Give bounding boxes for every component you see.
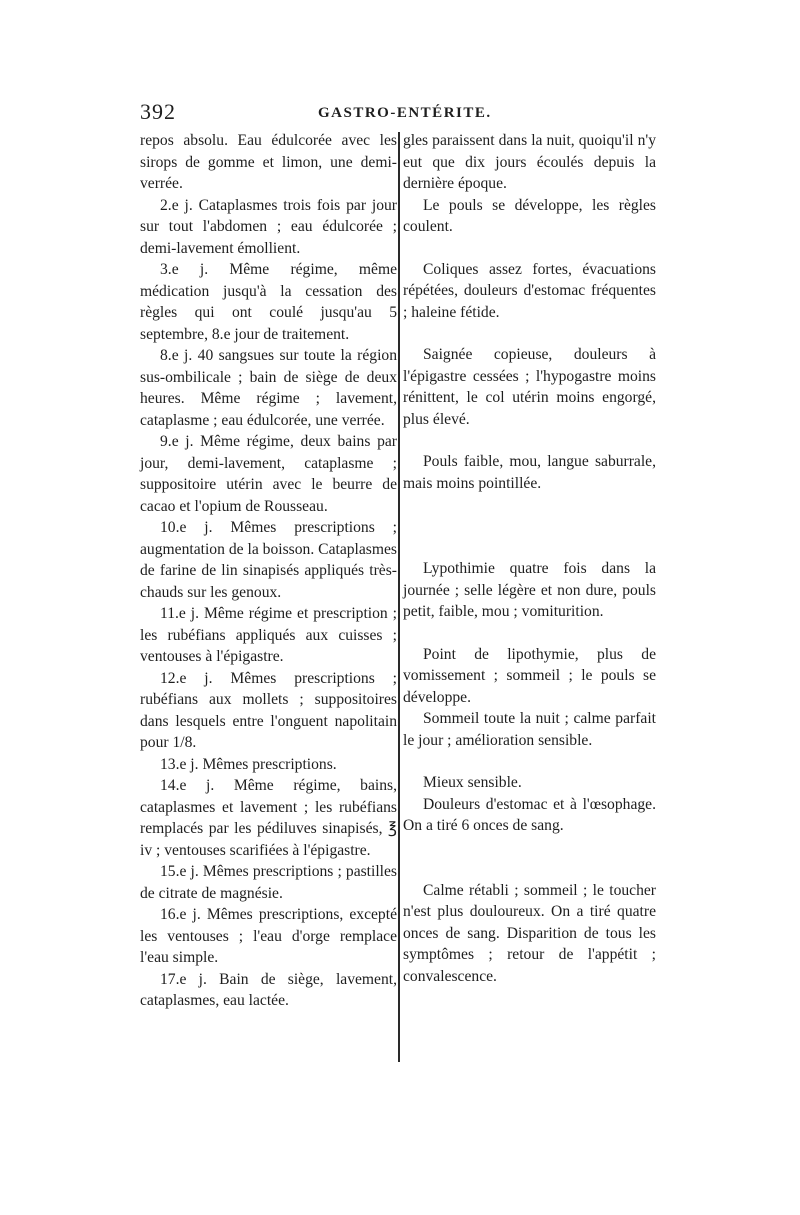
observation-entry: Mieux sensible. <box>423 774 522 791</box>
treatment-entry: 11.e j. Même régime et prescription ; les rubéfians appliqués aux cuisses ; ventouses à l'épigastre. <box>140 605 397 665</box>
treatment-entry: repos absolu. Eau édulcorée avec les sirops de gomme et limon, une demi-verrée. <box>140 132 397 192</box>
treatment-entry: 16.e j. Mêmes prescriptions, excepté les ventouses ; l'eau d'orge remplace l'eau simple. <box>140 906 397 966</box>
observation-entry: Coliques assez fortes, évacuations répétées, douleurs d'estomac fréquentes ; haleine fétide. <box>403 260 656 321</box>
observation-entry: Point de lipothymie, plus de vomissement ; sommeil ; le pouls se développe. <box>403 645 656 706</box>
observation-entry: Pouls faible, mou, langue saburrale, mais moins pointillée. <box>403 453 656 492</box>
observation-entry: Douleurs d'estomac et à l'œsophage. On a tiré 6 onces de sang. <box>403 795 656 834</box>
observation-entry: Le pouls se développe, les règles coulent. <box>403 196 656 235</box>
treatment-entry: 3.e j. Même régime, même médication jusqu'à la cessation des règles qui ont coulé jusqu'au 5 septembre, 8.e jour de traitement. <box>140 261 397 343</box>
treatment-column <box>140 130 397 1012</box>
treatment-entry: 12.e j. Mêmes prescriptions ; rubéfians aux mollets ; suppositoires dans lesquels entre l'onguent napolitain pour 1/8. <box>140 669 397 751</box>
treatment-entry: 9.e j. Même régime, deux bains par jour, demi-lavement, cataplasme ; suppositoire utérin avec le beurre de cacao et l'opium de Rousseau. <box>140 433 397 515</box>
column-divider <box>398 132 400 1062</box>
treatment-entry: 15.e j. Mêmes prescriptions ; pastilles de citrate de magnésie. <box>140 863 397 902</box>
treatment-entry: 17.e j. Bain de siège, lavement, cataplasmes, eau lactée. <box>140 970 397 1009</box>
treatment-entry: 8.e j. 40 sangsues sur toute la région sus-ombilicale ; bain de siège de deux heures. Même régime ; lavement, cataplasme ; eau édulcorée, une verrée. <box>140 347 397 429</box>
observation-entry: Lypothimie quatre fois dans la journée ; selle légère et non dure, pouls petit, faible, mou ; vomiturition. <box>403 560 656 620</box>
observation-column <box>403 130 656 987</box>
observation-entry: Calme rétabli ; sommeil ; le toucher n'est plus douloureux. On a tiré quatre onces de sang. Disparition de tous les symptômes ; retour de l'appétit ; convalescence. <box>403 881 656 985</box>
running-title: GASTRO-ENTÉRITE. <box>318 105 492 121</box>
page-number: 392 <box>140 99 176 124</box>
observation-entry: Saignée copieuse, douleurs à l'épigastre cessées ; l'hypogastre moins rénittent, le col utérin moins engorgé, plus élevé. <box>403 346 656 428</box>
treatment-entry: 2.e j. Cataplasmes trois fois par jour sur tout l'abdomen ; eau édulcorée ; demi-lavement émollient. <box>140 196 397 257</box>
treatment-entry: 14.e j. Même régime, bains, cataplasmes et lavement ; les rubéfians remplacés par les pédiluves sinapisés, ℥ iv ; ventouses scarifiées à l'épigastre. <box>140 777 397 859</box>
treatment-entry: 13.e j. Mêmes prescriptions. <box>160 755 337 773</box>
treatment-entry: 10.e j. Mêmes prescriptions ; augmentation de la boisson. Cataplasmes de farine de lin sinapisés appliqués très-chauds sur les genoux. <box>140 519 397 601</box>
observation-entry: Sommeil toute la nuit ; calme parfait le jour ; amélioration sensible. <box>403 710 656 749</box>
observation-entry: gles paraissent dans la nuit, quoiqu'il n'y eut que dix jours écoulés depuis la dernière époque. <box>403 132 656 192</box>
